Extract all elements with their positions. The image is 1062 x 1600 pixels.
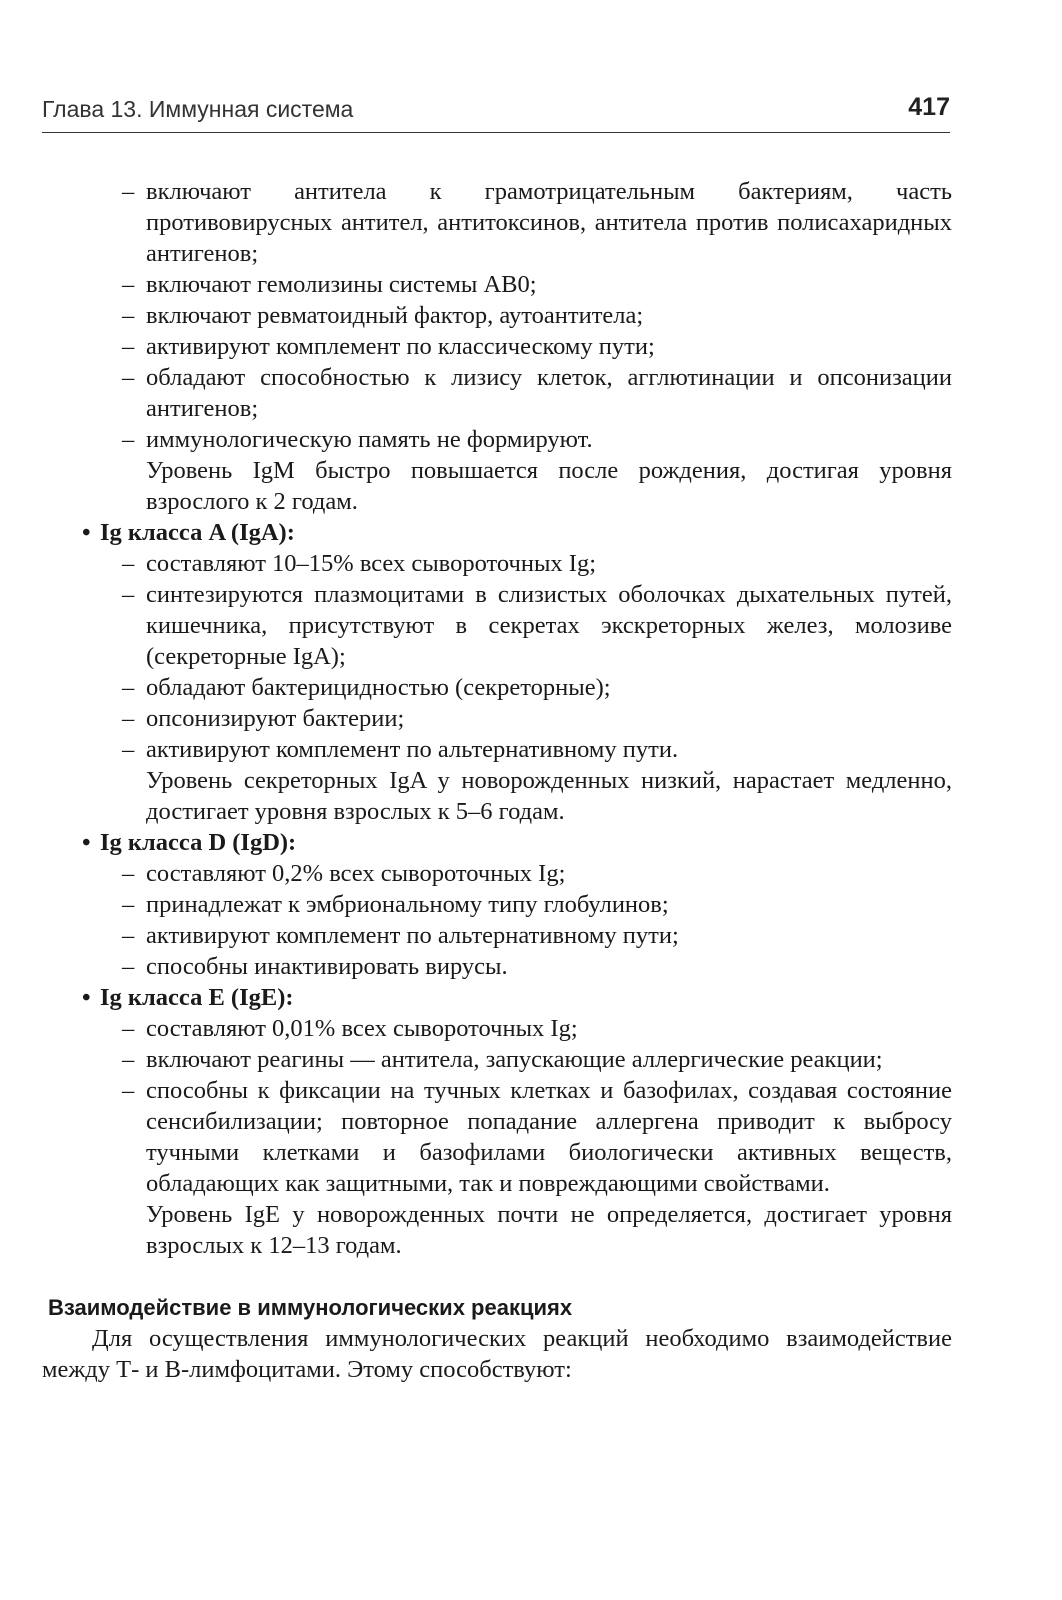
- dash-marker: –: [122, 891, 135, 918]
- igd-heading: [42, 827, 952, 858]
- dash-marker: –: [122, 1077, 135, 1104]
- list-item-text: активируют комплемент по классическому пути;: [146, 333, 655, 360]
- ige-heading-text: Ig класса E (IgE):: [100, 984, 294, 1011]
- dash-marker: –: [122, 1015, 135, 1042]
- section-paragraph: Для осуществления иммунологических реакций необходимо взаимодействие между Т- и В-лимфоцитами. Этому способствуют:: [42, 1325, 952, 1383]
- list-item: [42, 920, 952, 951]
- list-item: [42, 548, 952, 579]
- ige-heading: [42, 982, 952, 1013]
- list-item-text: включают ревматоидный фактор, аутоантитела;: [146, 302, 644, 329]
- dash-marker: –: [122, 860, 135, 887]
- iga-section: [42, 517, 952, 827]
- list-item: [42, 858, 952, 889]
- chapter-title: Глава 13. Иммунная система: [42, 96, 354, 122]
- dash-marker: –: [122, 705, 135, 732]
- iga-level-note: Уровень секреторных IgA у новорожденных низкий, нарастает медленно, достигает уровня взрослых к 5–6 годам.: [146, 767, 952, 825]
- list-item: [42, 1044, 952, 1075]
- list-item: [42, 579, 952, 672]
- list-item: [42, 1075, 952, 1199]
- igm-level-note: Уровень IgM быстро повышается после рождения, достигая уровня взрослого к 2 годам.: [146, 457, 952, 515]
- dash-marker: –: [122, 922, 135, 949]
- list-item-text: способны к фиксации на тучных клетках и базофилах, создавая состояние сенсибилизации; повторное попадание аллергена приводит к выбросу тучными клетками и базофилами биологически активных веществ, обладающих как защитными, так и повреждающими свойствами.: [146, 1077, 952, 1197]
- list-item: [42, 951, 952, 982]
- dash-marker: –: [122, 674, 135, 701]
- list-item: [42, 362, 952, 424]
- list-item-text: принадлежат к эмбриональному типу глобулинов;: [146, 891, 669, 918]
- bullet-marker: •: [82, 829, 91, 856]
- iga-heading-text: Ig класса A (IgA):: [100, 519, 295, 546]
- dash-marker: –: [122, 581, 135, 608]
- page-number: 417: [908, 93, 950, 121]
- list-item: [42, 672, 952, 703]
- ige-level-note: Уровень IgE у новорожденных почти не определяется, достигает уровня взрослых к 12–13 годам.: [146, 1201, 952, 1259]
- ige-section: [42, 982, 952, 1261]
- list-item-text: включают реагины — антитела, запускающие аллергические реакции;: [146, 1046, 883, 1073]
- igd-heading-text: Ig класса D (IgD):: [100, 829, 297, 856]
- dash-marker: –: [122, 364, 135, 391]
- section-title: Взаимодействие в иммунологических реакциях: [48, 1295, 573, 1320]
- list-item: [42, 269, 952, 300]
- list-item: [42, 734, 952, 765]
- list-item-text: синтезируются плазмоцитами в слизистых оболочках дыхательных путей, кишечника, присутствуют в секретах экскреторных желез, молозиве (секреторные IgA);: [146, 581, 952, 670]
- bullet-marker: •: [82, 984, 91, 1011]
- bullet-marker: •: [82, 519, 91, 546]
- list-item-text: включают антитела к грамотрицательным бактериям, часть противовирусных антител, антитоксинов, антитела против полисахаридных антигенов;: [146, 178, 952, 267]
- dash-marker: –: [122, 1046, 135, 1073]
- list-item: [42, 889, 952, 920]
- page-header: [42, 92, 950, 133]
- list-item: [42, 300, 952, 331]
- dash-marker: –: [122, 953, 135, 980]
- list-item-text: активируют комплемент по альтернативному пути;: [146, 922, 679, 949]
- dash-marker: –: [122, 302, 135, 329]
- list-item: [42, 331, 952, 362]
- list-item: [42, 176, 952, 269]
- list-item-text: опсонизируют бактерии;: [146, 705, 405, 732]
- list-item-text: обладают бактерицидностью (секреторные);: [146, 674, 611, 701]
- dash-marker: –: [122, 178, 135, 205]
- list-item-text: составляют 0,2% всех сывороточных Ig;: [146, 860, 566, 887]
- dash-marker: –: [122, 550, 135, 577]
- list-item-text: составляют 0,01% всех сывороточных Ig;: [146, 1015, 578, 1042]
- list-item-text: обладают способностью к лизису клеток, агглютинации и опсонизации антигенов;: [146, 364, 952, 422]
- dash-marker: –: [122, 333, 135, 360]
- list-item: [42, 424, 952, 455]
- list-item-text: составляют 10–15% всех сывороточных Ig;: [146, 550, 596, 577]
- list-item-text: способны инактивировать вирусы.: [146, 953, 508, 980]
- list-item: [42, 703, 952, 734]
- dash-marker: –: [122, 736, 135, 763]
- list-item-text: иммунологическую память не формируют.: [146, 426, 593, 453]
- dash-marker: –: [122, 271, 135, 298]
- page-content: [42, 176, 952, 1385]
- igm-list: [42, 176, 952, 517]
- dash-marker: –: [122, 426, 135, 453]
- list-item-text: включают гемолизины системы АВ0;: [146, 271, 537, 298]
- iga-heading: [42, 517, 952, 548]
- list-item-text: активируют комплемент по альтернативному пути.: [146, 736, 679, 763]
- igd-section: [42, 827, 952, 982]
- list-item: [42, 1013, 952, 1044]
